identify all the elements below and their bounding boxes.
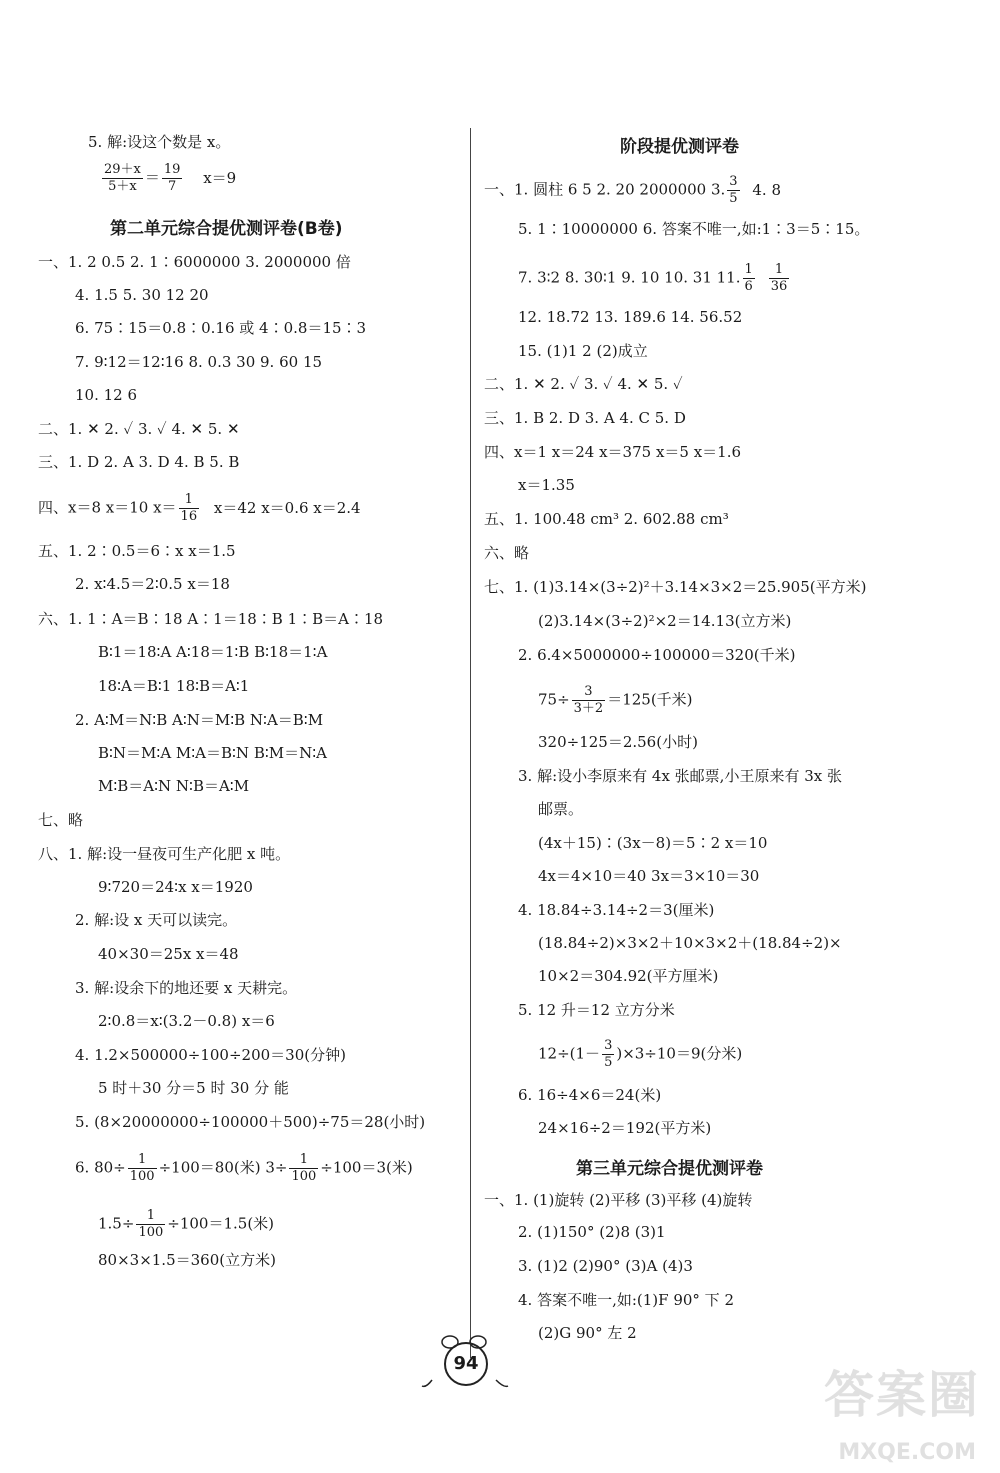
answer-line: 15. (1)1 2 (2)成立: [518, 342, 648, 360]
answer-line-r7-2b: 75÷ $\frac{3}{3+2}$ ＝125(千米): [538, 684, 693, 716]
answer-line: 4x＝4×10＝40 3x＝3×10＝30: [538, 867, 760, 885]
column-divider: [470, 128, 471, 1358]
answer-line: 4. 1.2×500000÷100÷200＝30(分钟): [75, 1046, 346, 1064]
answer-line: B∶N＝M∶A M∶A＝B∶N B∶M＝N∶A: [98, 744, 327, 762]
answer-line: B∶1＝18∶A A∶18＝1∶B B∶18＝1∶A: [98, 643, 328, 661]
answer-line: 2. x∶4.5＝2∶0.5 x＝18: [75, 575, 230, 593]
answer-line: 9∶720＝24∶x x＝1920: [98, 878, 253, 896]
answer-line: 2∶0.8＝x∶(3.2－0.8) x＝6: [98, 1012, 275, 1030]
answer-line: 24×16÷2＝192(平方米): [538, 1119, 712, 1137]
answer-line: 5. (8×20000000÷100000＋500)÷75＝28(小时): [75, 1113, 426, 1131]
answer-line: 七、略: [38, 811, 84, 829]
answer-line: (2)G 90° 左 2: [538, 1324, 637, 1342]
answer-line: 320÷125＝2.56(小时): [538, 733, 698, 751]
answer-line: 4. 18.84÷3.14÷2＝3(厘米): [518, 901, 715, 919]
r7-fraction-b: $\frac{1}{36}$: [770, 262, 788, 294]
answer-line: 2. 解:设 x 天可以读完。: [75, 911, 238, 929]
answer-line: 六、略: [484, 544, 530, 562]
answer-line: 一、1. (1)旋转 (2)平移 (3)平移 (4)旋转: [484, 1191, 753, 1209]
answer-line: 5. 1∶10000000 6. 答案不唯一,如:1∶3＝5∶15。: [518, 220, 870, 238]
answer-line: 4. 答案不唯一,如:(1)F 90° 下 2: [518, 1291, 734, 1309]
q5-fraction-left: $\frac{29+x}{5+x}$: [104, 162, 141, 194]
answer-line: 3. 解:设小李原来有 4x 张邮票,小王原来有 3x 张: [518, 767, 842, 785]
r7-2b-fraction: $\frac{3}{3+2}$: [573, 684, 604, 716]
answer-line: M∶B＝A∶N N∶B＝A∶M: [98, 777, 250, 795]
answer-line: 4. 1.5 5. 30 12 20: [75, 286, 209, 304]
answer-line: 80×3×1.5＝360(立方米): [98, 1251, 276, 1269]
answer-line: 7. 9∶12＝12∶16 8. 0.3 30 9. 60 15: [75, 353, 323, 371]
page-number-badge: [420, 1332, 510, 1402]
q6-fraction-b: $\frac{1}{100}$: [291, 1152, 317, 1184]
answer-line: 18∶A＝B∶1 18∶B＝A∶1: [98, 677, 250, 695]
answer-line: 12. 18.72 13. 189.6 14. 56.52: [518, 308, 743, 326]
answer-line: 10. 12 6: [75, 386, 138, 404]
s4-fraction: $\frac{1}{16}$: [180, 492, 198, 524]
answer-line: 2. A∶M＝N∶B A∶N＝M∶B N∶A＝B∶M: [75, 711, 324, 729]
answer-line: 6. 16÷4×6＝24(米): [518, 1086, 662, 1104]
q5-fraction-right: $\frac{19}{7}$: [163, 162, 181, 194]
r1-fraction: $\frac{3}{5}$: [729, 174, 738, 206]
answer-line: 3. 解:设余下的地还要 x 天耕完。: [75, 979, 298, 997]
answer-line: 五、1. 100.48 cm³ 2. 602.88 cm³: [484, 510, 729, 528]
r7-fraction-a: $\frac{1}{6}$: [744, 262, 753, 294]
answer-line: 2. 6.4×5000000÷100000＝320(千米): [518, 646, 796, 664]
answer-line: 四、x＝1 x＝24 x＝375 x＝5 x＝1.6: [484, 443, 742, 461]
answer-line-r1: 一、1. 圆柱 6 5 2. 20 2000000 3. $\frac{3}{5}$ 4. 8: [484, 174, 781, 206]
answer-line: 邮票。: [538, 800, 584, 818]
answer-line: 五、1. 2∶0.5＝6∶x x＝1.5: [38, 542, 236, 560]
page-number: 94: [444, 1342, 488, 1386]
answer-line: 八、1. 解:设一昼夜可生产化肥 x 吨。: [38, 845, 291, 863]
answer-line-r7-5b: 12÷(1－ $\frac{3}{5}$ )×3÷10＝9(分米): [538, 1038, 743, 1070]
answer-line: 40×30＝25x x＝48: [98, 945, 239, 963]
answer-line-s4: 四、x＝8 x＝10 x＝ $\frac{1}{16}$ x＝42 x＝0.6 x＝2.4: [38, 492, 361, 524]
answer-line: 二、1. ✕ 2. ✓ 3. ✓ 4. ✕ 5. ✕: [38, 420, 240, 438]
answer-line: 5 时＋30 分＝5 时 30 分 能: [98, 1079, 289, 1097]
q6-fraction-a: $\frac{1}{100}$: [129, 1152, 155, 1184]
answer-line: (18.84÷2)×3×2＋10×3×2＋(18.84÷2)×: [538, 934, 842, 952]
answer-line: (4x＋15)∶(3x－8)＝5∶2 x＝10: [538, 834, 768, 852]
watermark-logo: 答案圈: [824, 1366, 980, 1424]
answer-line: 5. 12 升＝12 立方分米: [518, 1001, 675, 1019]
section-title-stage: 阶段提优测评卷: [620, 137, 739, 157]
answer-line: 3. (1)2 (2)90° (3)A (4)3: [518, 1257, 693, 1275]
watermark: [790, 1355, 980, 1465]
q5-equation: $\frac{29+x}{5+x}$ ＝ $\frac{19}{7}$ x＝9: [104, 162, 237, 194]
answer-line: 一、1. 2 0.5 2. 1∶6000000 3. 2000000 倍: [38, 253, 351, 271]
watermark-url: MXQE.COM: [838, 1440, 976, 1465]
answer-line: 三、1. B 2. D 3. A 4. C 5. D: [484, 409, 686, 427]
section-title-unit3: 第三单元综合提优测评卷: [576, 1159, 763, 1179]
answer-line-q6: 6. 80÷ $\frac{1}{100}$ ÷100＝80(米) 3÷ $\frac{1}{100}$ ÷100＝3(米): [75, 1152, 413, 1184]
q5-line: 5. 解:设这个数是 x。: [88, 133, 231, 151]
answer-line: 三、1. D 2. A 3. D 4. B 5. B: [38, 453, 240, 471]
answer-line: 七、1. (1)3.14×(3÷2)²＋3.14×3×2＝25.905(平方米): [484, 578, 867, 596]
answer-line: (2)3.14×(3÷2)²×2＝14.13(立方米): [538, 612, 792, 630]
answer-line-q6-cont: 1.5÷ $\frac{1}{100}$ ÷100＝1.5(米): [98, 1208, 275, 1240]
section-title-unit2-b: 第二单元综合提优测评卷(B卷): [110, 219, 343, 239]
answer-line: 2. (1)150° (2)8 (3)1: [518, 1223, 666, 1241]
answer-line: 6. 75∶15＝0.8∶0.16 或 4∶0.8＝15∶3: [75, 319, 367, 337]
answer-line: 六、1. 1∶A＝B∶18 A∶1＝18∶B 1∶B＝A∶18: [38, 610, 384, 628]
answer-line: x＝1.35: [518, 476, 575, 494]
answer-line-r7: 7. 3∶2 8. 30∶1 9. 10 10. 31 11. $\frac{1}{6}$ $\frac{1}{36}$: [518, 262, 788, 294]
q6-fraction-c: $\frac{1}{100}$: [138, 1208, 164, 1240]
answer-line: 10×2＝304.92(平方厘米): [538, 967, 719, 985]
answer-line: 二、1. ✕ 2. ✓ 3. ✓ 4. ✕ 5. ✓: [484, 375, 683, 393]
r7-5b-fraction: $\frac{3}{5}$: [604, 1038, 613, 1070]
